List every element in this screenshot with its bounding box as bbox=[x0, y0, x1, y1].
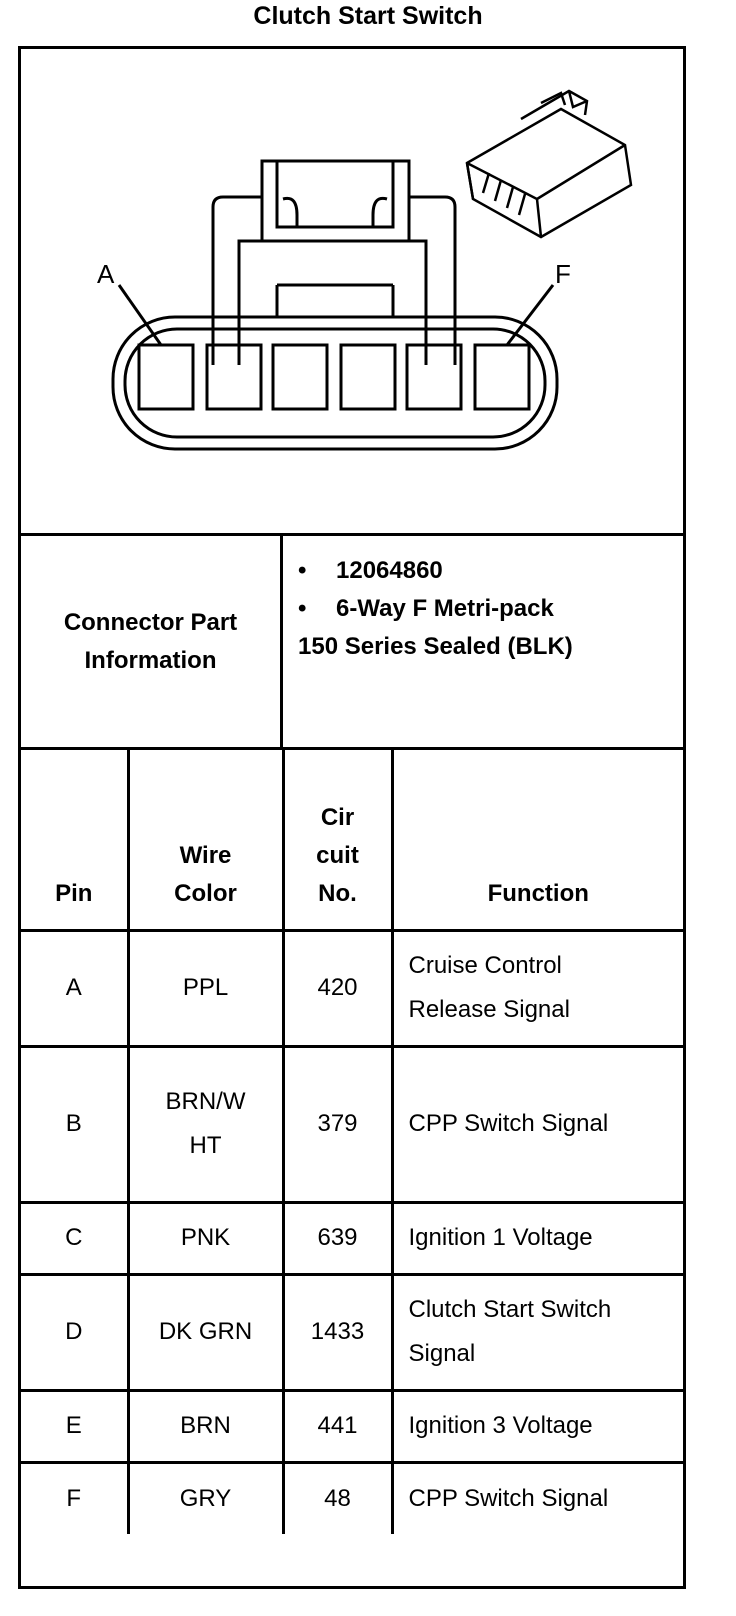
connector-frame bbox=[18, 46, 686, 1589]
cavity-f bbox=[475, 345, 529, 409]
wire-color-cell: PNK bbox=[128, 1202, 283, 1274]
isometric-connector-icon bbox=[467, 91, 631, 237]
header-pin: Pin bbox=[21, 750, 128, 930]
table-row bbox=[21, 1046, 683, 1202]
header-wire-color: Wire Color bbox=[128, 750, 283, 930]
pin-cell: E bbox=[21, 1390, 128, 1462]
function-cell: Cruise Control Release Signal bbox=[392, 930, 683, 1046]
table-row bbox=[21, 1202, 683, 1274]
header-circuit: Cir cuit No. bbox=[283, 750, 392, 930]
cavity-e bbox=[407, 345, 461, 409]
circuit-cell: 441 bbox=[283, 1390, 392, 1462]
function-cell: Ignition 3 Voltage bbox=[392, 1390, 683, 1462]
pin-cell: D bbox=[21, 1274, 128, 1390]
latch-outline bbox=[239, 241, 426, 365]
connector-series: 150 Series Sealed (BLK) bbox=[298, 633, 573, 660]
pin-label-f: F bbox=[555, 259, 571, 289]
cavity-d bbox=[341, 345, 395, 409]
table-row bbox=[21, 1390, 683, 1462]
wire-color-cell: PPL bbox=[128, 930, 283, 1046]
part-number-bullet: • 12064860 bbox=[298, 557, 443, 584]
housing-outline bbox=[213, 161, 455, 365]
leader-line-f bbox=[507, 285, 553, 345]
table-row bbox=[21, 1274, 683, 1390]
circuit-cell: 48 bbox=[283, 1462, 392, 1534]
circuit-cell: 1433 bbox=[283, 1274, 392, 1390]
cavity-c bbox=[273, 345, 327, 409]
connector-type-bullet: • 6-Way F Metri-pack bbox=[298, 595, 554, 622]
part-number: 12064860 bbox=[336, 557, 443, 584]
connector-face-outer bbox=[113, 317, 557, 449]
latch-tab bbox=[262, 161, 409, 241]
circuit-cell: 420 bbox=[283, 930, 392, 1046]
cavity-b bbox=[207, 345, 261, 409]
circuit-cell: 379 bbox=[283, 1046, 392, 1202]
circuit-cell: 639 bbox=[283, 1202, 392, 1274]
pin-cell: C bbox=[21, 1202, 128, 1274]
wire-color-cell: BRN/W HT bbox=[128, 1046, 283, 1202]
connector-info-row bbox=[21, 533, 683, 747]
connector-drawing bbox=[21, 49, 683, 533]
connector-type: 6-Way F Metri-pack bbox=[336, 595, 554, 622]
pin-cell: F bbox=[21, 1462, 128, 1534]
connector-info-label-text: Connector Part Information bbox=[63, 608, 238, 674]
wire-color-cell: DK GRN bbox=[128, 1274, 283, 1390]
pin-label-a: A bbox=[97, 259, 115, 289]
page-title: Clutch Start Switch bbox=[253, 2, 483, 30]
pin-cell: A bbox=[21, 930, 128, 1046]
function-cell: Clutch Start Switch Signal bbox=[392, 1274, 683, 1390]
table-row bbox=[21, 930, 683, 1046]
wire-color-cell: GRY bbox=[128, 1462, 283, 1534]
connector-info-label bbox=[21, 536, 283, 747]
pin-cell: B bbox=[21, 1046, 128, 1202]
leader-line-a bbox=[119, 285, 161, 345]
function-cell: Ignition 1 Voltage bbox=[392, 1202, 683, 1274]
wire-color-cell: BRN bbox=[128, 1390, 283, 1462]
function-cell: CPP Switch Signal bbox=[392, 1046, 683, 1202]
pinout-table bbox=[21, 747, 683, 1534]
function-cell: CPP Switch Signal bbox=[392, 1462, 683, 1534]
connector-info-value bbox=[283, 536, 683, 747]
cavity-a bbox=[139, 345, 193, 409]
header-function: Function bbox=[392, 750, 683, 930]
table-row bbox=[21, 1462, 683, 1534]
